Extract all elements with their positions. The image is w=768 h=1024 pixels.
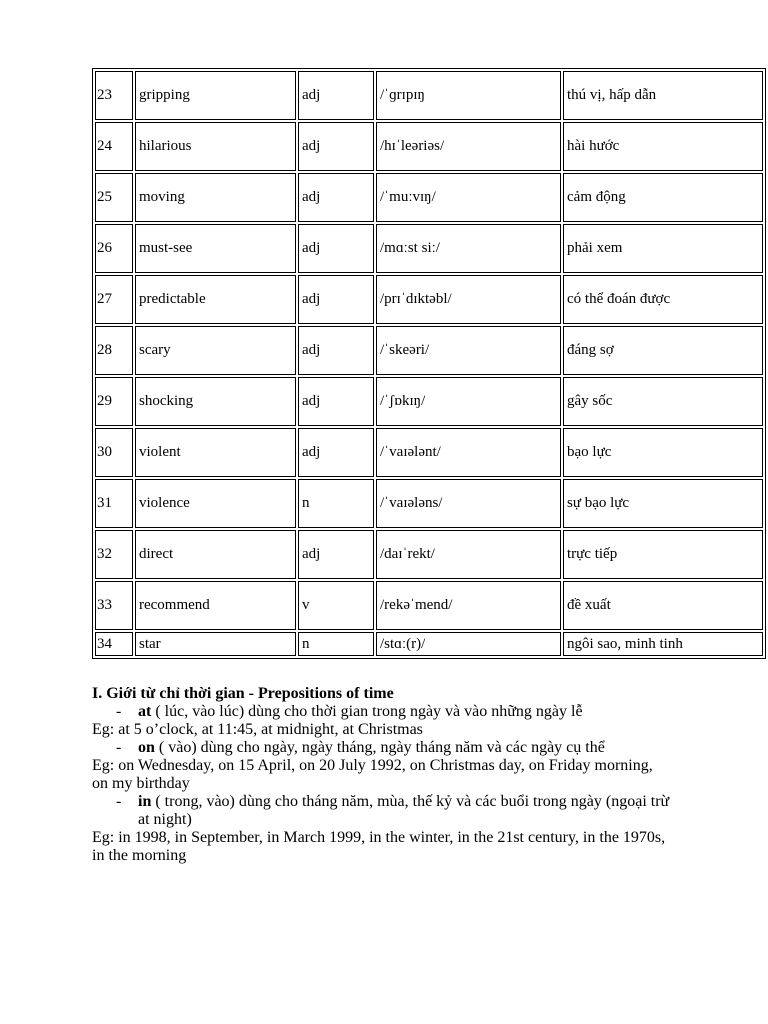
item-text: ( lúc, vào lúc) dùng cho thời gian trong ngày và vào những ngày lễ xyxy=(155,703,583,720)
row-number-cell: 24 xyxy=(95,122,133,171)
table-row xyxy=(95,275,763,324)
table-row xyxy=(95,71,763,120)
meaning-cell: ngôi sao, minh tinh xyxy=(563,632,763,656)
part-of-speech-cell: adj xyxy=(298,122,374,171)
meaning-cell: bạo lực xyxy=(563,428,763,477)
table-row xyxy=(95,479,763,528)
pronunciation-cell: /ˈmuːvɪŋ/ xyxy=(376,173,561,222)
example-line: Eg: at 5 o’clock, at 11:45, at midnight, at Christmas xyxy=(92,721,423,738)
meaning-cell: đề xuất xyxy=(563,581,763,630)
prepositions-section xyxy=(92,685,669,865)
pronunciation-cell: /ˈvaɪələns/ xyxy=(376,479,561,528)
pronunciation-cell: /stɑː(r)/ xyxy=(376,632,561,656)
table-row xyxy=(95,530,763,579)
part-of-speech-cell: adj xyxy=(298,275,374,324)
word-cell: must-see xyxy=(135,224,296,273)
meaning-cell: có thể đoán được xyxy=(563,275,763,324)
example-line: on my birthday xyxy=(92,775,190,792)
row-number-cell: 25 xyxy=(95,173,133,222)
word-cell: hilarious xyxy=(135,122,296,171)
keyword: on xyxy=(138,739,155,756)
meaning-cell: trực tiếp xyxy=(563,530,763,579)
row-number-cell: 30 xyxy=(95,428,133,477)
word-cell: star xyxy=(135,632,296,656)
word-cell: violent xyxy=(135,428,296,477)
meaning-cell: hài hước xyxy=(563,122,763,171)
word-cell: gripping xyxy=(135,71,296,120)
pronunciation-cell: /hɪˈleəriəs/ xyxy=(376,122,561,171)
row-number-cell: 34 xyxy=(95,632,133,656)
item-text-continuation: at night) xyxy=(138,811,192,828)
meaning-cell: thú vị, hấp dẫn xyxy=(563,71,763,120)
word-cell: direct xyxy=(135,530,296,579)
part-of-speech-cell: n xyxy=(298,479,374,528)
example-line: Eg: on Wednesday, on 15 April, on 20 July 1992, on Christmas day, on Friday morning, xyxy=(92,757,653,774)
part-of-speech-cell: adj xyxy=(298,428,374,477)
meaning-cell: phải xem xyxy=(563,224,763,273)
example-line: in the morning xyxy=(92,847,187,864)
pronunciation-cell: /ˈvaɪələnt/ xyxy=(376,428,561,477)
table-row xyxy=(95,326,763,375)
part-of-speech-cell: adj xyxy=(298,326,374,375)
table-row xyxy=(95,122,763,171)
bullet-item-in xyxy=(92,793,669,811)
table-row xyxy=(95,377,763,426)
pronunciation-cell: /rekəˈmend/ xyxy=(376,581,561,630)
part-of-speech-cell: adj xyxy=(298,224,374,273)
row-number-cell: 26 xyxy=(95,224,133,273)
meaning-cell: gây sốc xyxy=(563,377,763,426)
word-cell: predictable xyxy=(135,275,296,324)
bullet-dash: - xyxy=(116,739,122,756)
table-row xyxy=(95,632,763,656)
vocab-table xyxy=(92,68,766,659)
pronunciation-cell: /ˈskeəri/ xyxy=(376,326,561,375)
bullet-item-on xyxy=(92,739,669,757)
word-cell: violence xyxy=(135,479,296,528)
item-text: ( trong, vào) dùng cho tháng năm, mùa, thế kỷ và các buổi trong ngày (ngoại trừ xyxy=(155,793,670,810)
bullet-dash: - xyxy=(116,703,122,720)
part-of-speech-cell: adj xyxy=(298,71,374,120)
row-number-cell: 29 xyxy=(95,377,133,426)
bullet-item-at xyxy=(92,703,669,721)
row-number-cell: 27 xyxy=(95,275,133,324)
part-of-speech-cell: adj xyxy=(298,530,374,579)
word-cell: moving xyxy=(135,173,296,222)
row-number-cell: 28 xyxy=(95,326,133,375)
section-heading: I. Giới từ chỉ thời gian - Prepositions of time xyxy=(92,685,394,702)
part-of-speech-cell: v xyxy=(298,581,374,630)
item-text: ( vào) dùng cho ngày, ngày tháng, ngày tháng năm và các ngày cụ thể xyxy=(158,739,605,756)
table-row xyxy=(95,173,763,222)
row-number-cell: 31 xyxy=(95,479,133,528)
meaning-cell: đáng sợ xyxy=(563,326,763,375)
pronunciation-cell: /daɪˈrekt/ xyxy=(376,530,561,579)
part-of-speech-cell: adj xyxy=(298,173,374,222)
row-number-cell: 32 xyxy=(95,530,133,579)
keyword: at xyxy=(138,703,152,720)
row-number-cell: 23 xyxy=(95,71,133,120)
table-row xyxy=(95,581,763,630)
pronunciation-cell: /ˈʃɒkɪŋ/ xyxy=(376,377,561,426)
bullet-dash: - xyxy=(116,793,122,810)
part-of-speech-cell: adj xyxy=(298,377,374,426)
pronunciation-cell: /prɪˈdɪktəbl/ xyxy=(376,275,561,324)
word-cell: recommend xyxy=(135,581,296,630)
pronunciation-cell: /ˈɡrɪpɪŋ xyxy=(376,71,561,120)
table-row xyxy=(95,428,763,477)
part-of-speech-cell: n xyxy=(298,632,374,656)
keyword: in xyxy=(138,793,152,810)
word-cell: shocking xyxy=(135,377,296,426)
vocab-table-body xyxy=(95,71,763,656)
example-line: Eg: in 1998, in September, in March 1999, in the winter, in the 21st century, in the 1970s, xyxy=(92,829,666,846)
word-cell: scary xyxy=(135,326,296,375)
meaning-cell: sự bạo lực xyxy=(563,479,763,528)
meaning-cell: cảm động xyxy=(563,173,763,222)
row-number-cell: 33 xyxy=(95,581,133,630)
pronunciation-cell: /mɑːst siː/ xyxy=(376,224,561,273)
table-row xyxy=(95,224,763,273)
